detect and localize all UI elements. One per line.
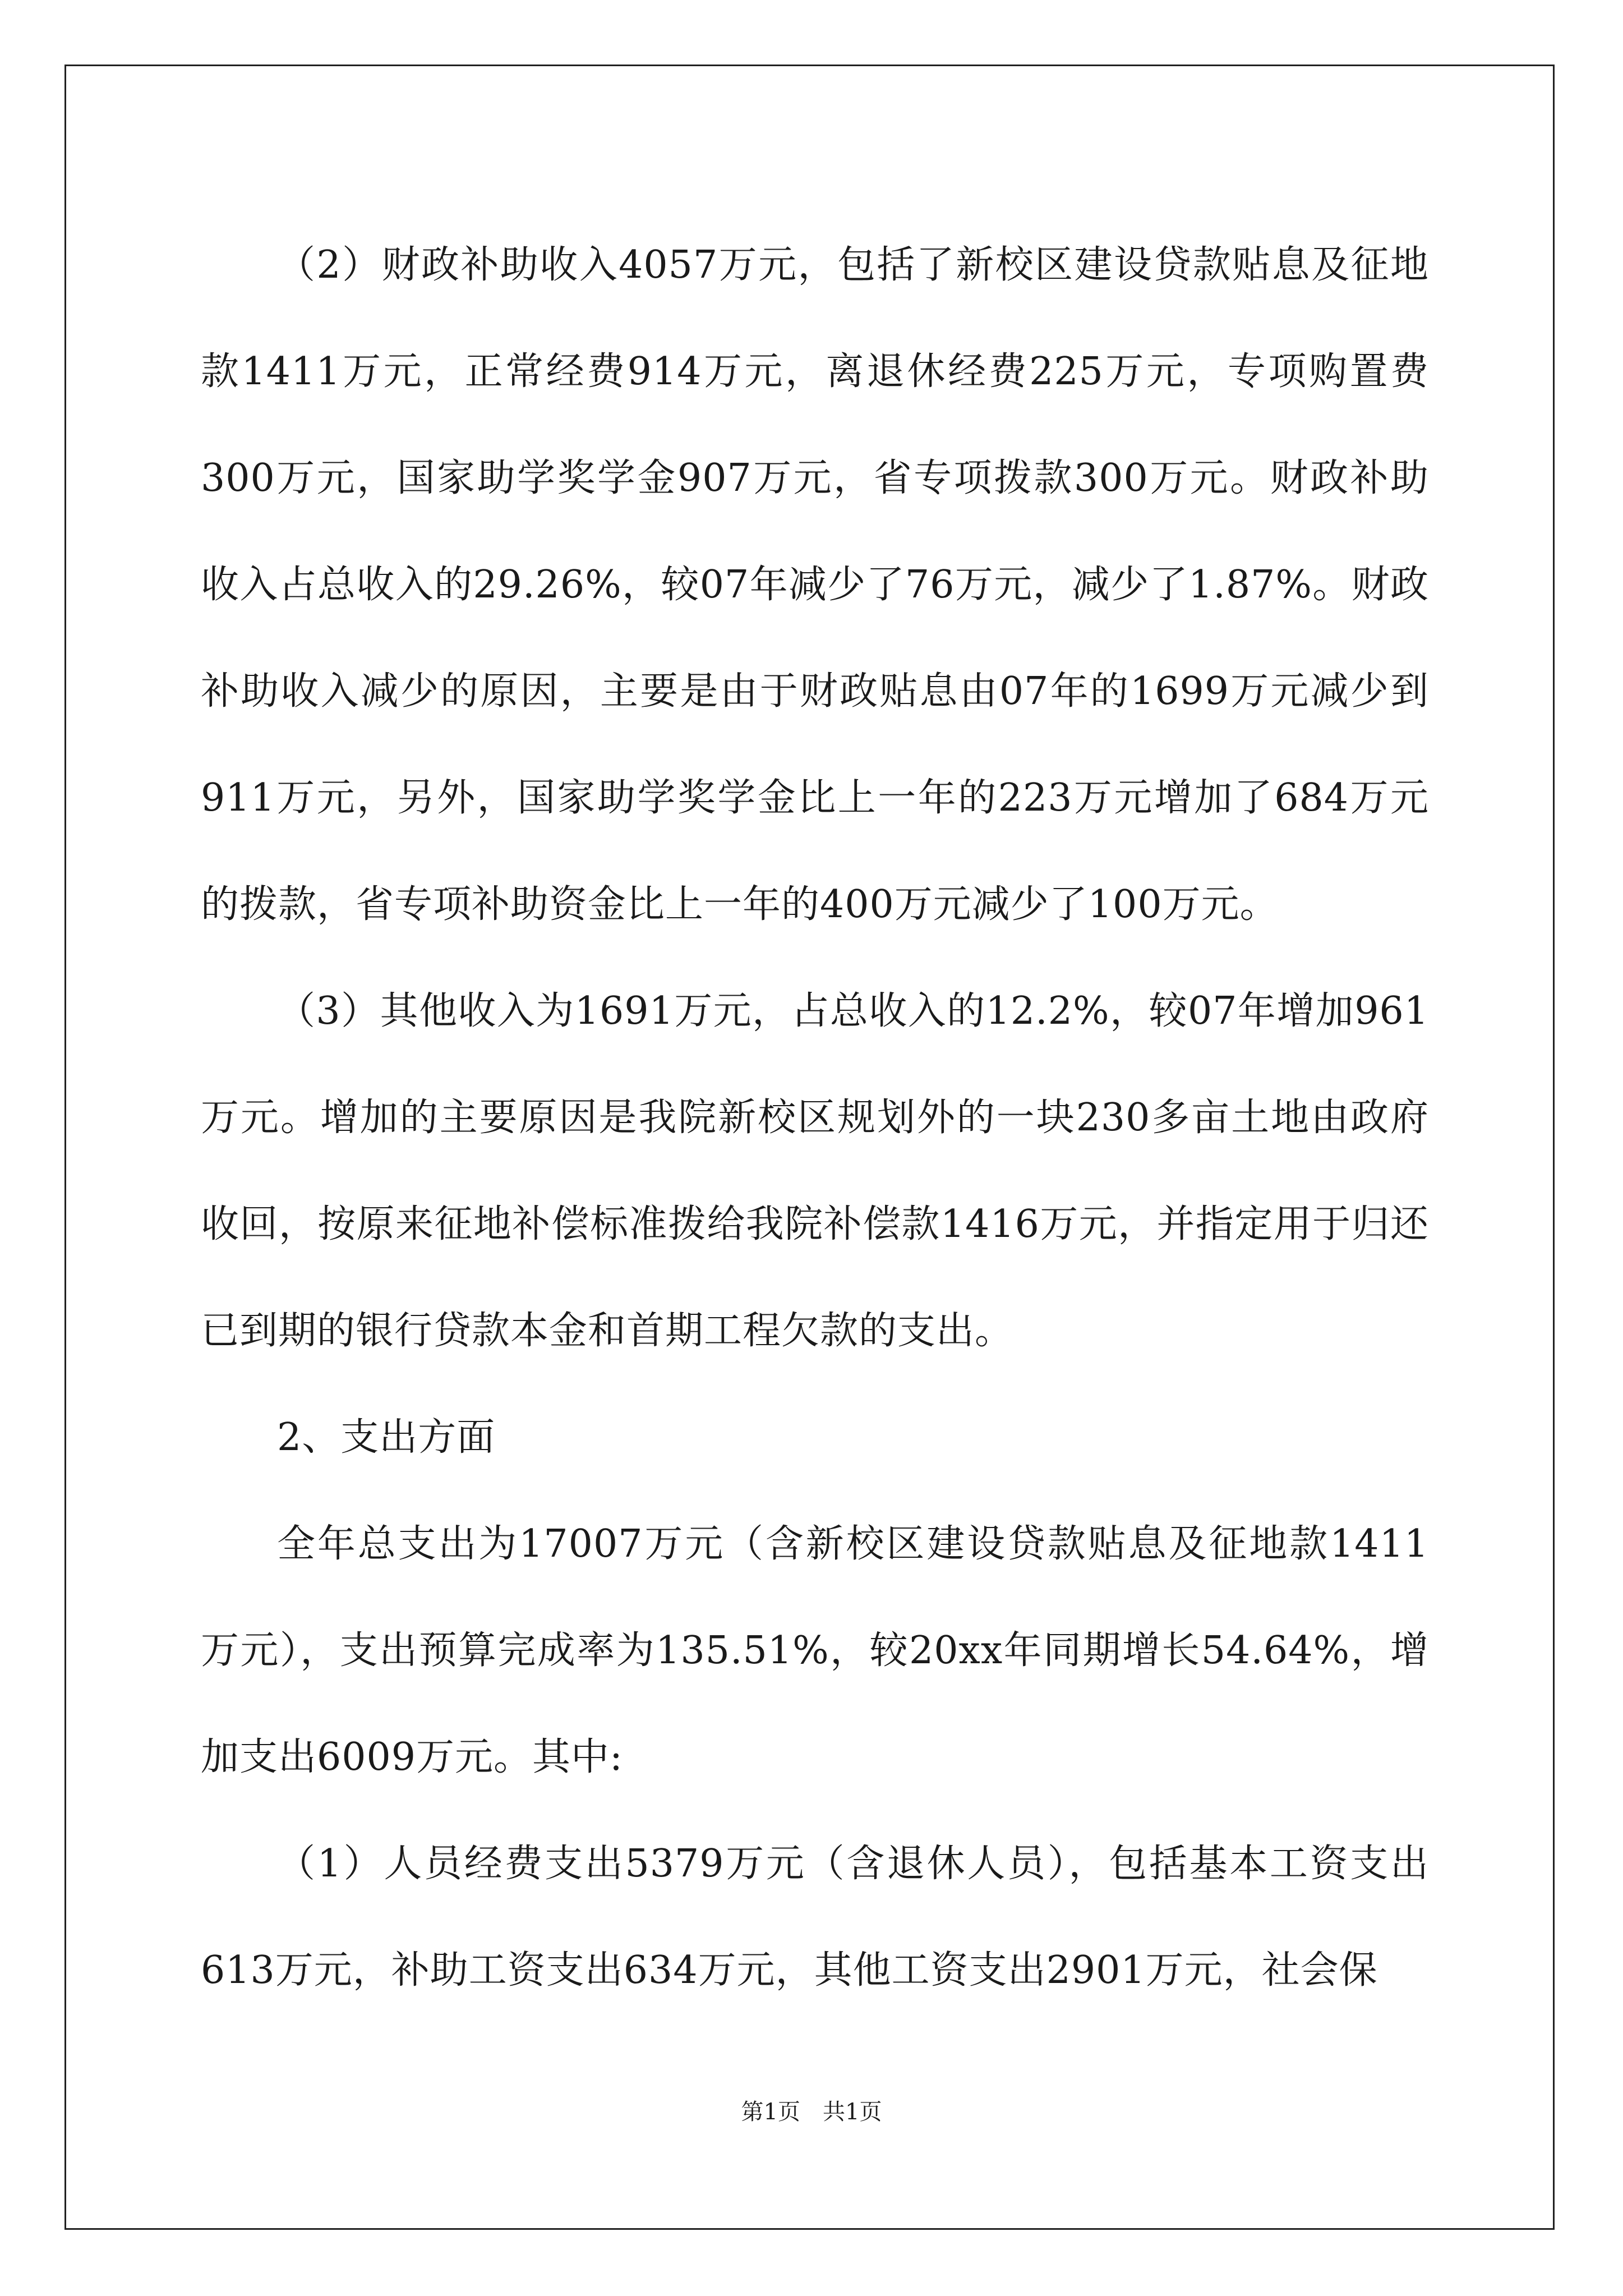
paragraph-total-expenditure: 全年总支出为17007万元（含新校区建设贷款贴息及征地款1411万元），支出预算完成率为135.51%，较20xx年同期增长54.64%，增加支出6009万元。其中: bbox=[201, 1522, 1429, 1779]
document-body bbox=[201, 212, 1429, 2024]
paragraph-other-income: （3）其他收入为1691万元，占总收入的12.2%，较07年增加961万元。增加的主要原因是我院新校区规划外的一块230多亩土地由政府收回，按原来征地补偿标准拨给我院补偿款1416万元，并指定用于归还已到期的银行贷款本金和首期工程欠款的支出。 bbox=[201, 989, 1429, 1353]
page-number-footer: 第1页 共1页 bbox=[741, 2099, 882, 2125]
paragraph-personnel-expenditure: （1）人员经费支出5379万元（含退休人员），包括基本工资支出613万元，补助工资支出634万元，其他工资支出2901万元，社会保 bbox=[201, 1842, 1429, 1993]
section-heading-expenditure: 2、支出方面 bbox=[277, 1415, 496, 1460]
paragraph-fiscal-subsidy-income: （2）财政补助收入4057万元，包括了新校区建设贷款贴息及征地款1411万元，正常经费914万元，离退休经费225万元，专项购置费300万元，国家助学奖学金907万元，省专项拨款300万元。财政补助收入占总收入的29.26%，较07年减少了76万元，减少了1.87%。财政补助收入减少的原因，主要是由于财政贴息由07年的1699万元减少到911万元，另外，国家助学奖学金比上一年的223万元增加了684万元的拨款，省专项补助资金比上一年的400万元减少了100万元。 bbox=[201, 243, 1429, 927]
